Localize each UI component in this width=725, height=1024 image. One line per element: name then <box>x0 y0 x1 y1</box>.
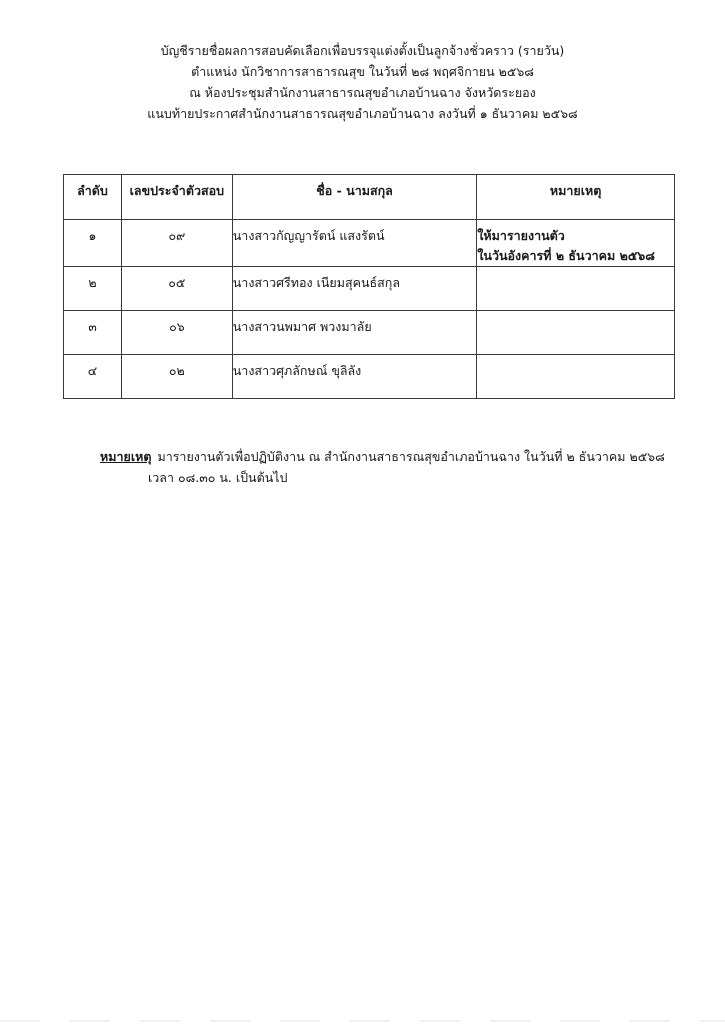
column-header-remark: หมายเหตุ <box>477 175 675 220</box>
note-section <box>100 446 665 488</box>
results-table <box>63 174 675 399</box>
cell-name: นางสาวกัญญารัตน์ แสงรัตน์ <box>232 220 477 267</box>
header-location-line: ณ ห้องประชุมสำนักงานสาธารณสุขอำเภอบ้านฉาง จังหวัดระยอง <box>189 85 536 100</box>
cell-exam-id: ๐๖ <box>121 311 232 355</box>
column-header-name: ชื่อ - นามสกุล <box>232 175 477 220</box>
remark-line-1: ให้มารายงานตัว <box>477 228 565 243</box>
cell-order: ๒ <box>64 267 122 311</box>
document-header <box>0 40 725 124</box>
column-header-order: ลำดับ <box>64 175 122 220</box>
cell-order: ๑ <box>64 220 122 267</box>
cell-order: ๔ <box>64 355 122 399</box>
header-title-line: บัญชีรายชื่อผลการสอบคัดเลือกเพื่อบรรจุแต่งตั้งเป็นลูกจ้างชั่วคราว (รายวัน) <box>160 43 565 58</box>
column-header-exam-id: เลขประจำตัวสอบ <box>121 175 232 220</box>
remark-line-2: ในวันอังคารที่ ๒ ธันวาคม ๒๕๖๘ <box>477 248 655 263</box>
cell-remark <box>477 355 675 399</box>
note-label: หมายเหตุ <box>100 449 152 464</box>
note-text-2: เวลา ๐๘.๓๐ น. เป็นต้นไป <box>148 470 288 485</box>
cell-exam-id: ๐๕ <box>121 267 232 311</box>
cell-name: นางสาวนพมาศ พวงมาลัย <box>232 311 477 355</box>
cell-name: นางสาวศรีทอง เนียมสุคนธ์สกุล <box>232 267 477 311</box>
cell-order: ๓ <box>64 311 122 355</box>
header-position-line: ตำแหน่ง นักวิชาการสาธารณสุข ในวันที่ ๒๘ พฤศจิกายน ๒๕๖๘ <box>191 64 534 79</box>
scan-artifact-edge <box>0 1020 725 1022</box>
note-line-1 <box>100 446 665 467</box>
cell-remark <box>477 311 675 355</box>
note-text-1: มารายงานตัวเพื่อปฏิบัติงาน ณ สำนักงานสาธารณสุขอำเภอบ้านฉาง ในวันที่ ๒ ธันวาคม ๒๕๖๘ <box>157 449 665 464</box>
cell-exam-id: ๐๒ <box>121 355 232 399</box>
table-row <box>64 355 675 399</box>
cell-remark <box>477 267 675 311</box>
table-row <box>64 267 675 311</box>
table-row <box>64 220 675 267</box>
header-announcement-line: แนบท้ายประกาศสำนักงานสาธารณสุขอำเภอบ้านฉาง ลงวันที่ ๑ ธันวาคม ๒๕๖๘ <box>147 106 578 121</box>
cell-remark <box>477 220 675 267</box>
table-header-row <box>64 175 675 220</box>
cell-name: นางสาวศุภลักษณ์ ขุลิลัง <box>232 355 477 399</box>
cell-exam-id: ๐๙ <box>121 220 232 267</box>
table-row <box>64 311 675 355</box>
